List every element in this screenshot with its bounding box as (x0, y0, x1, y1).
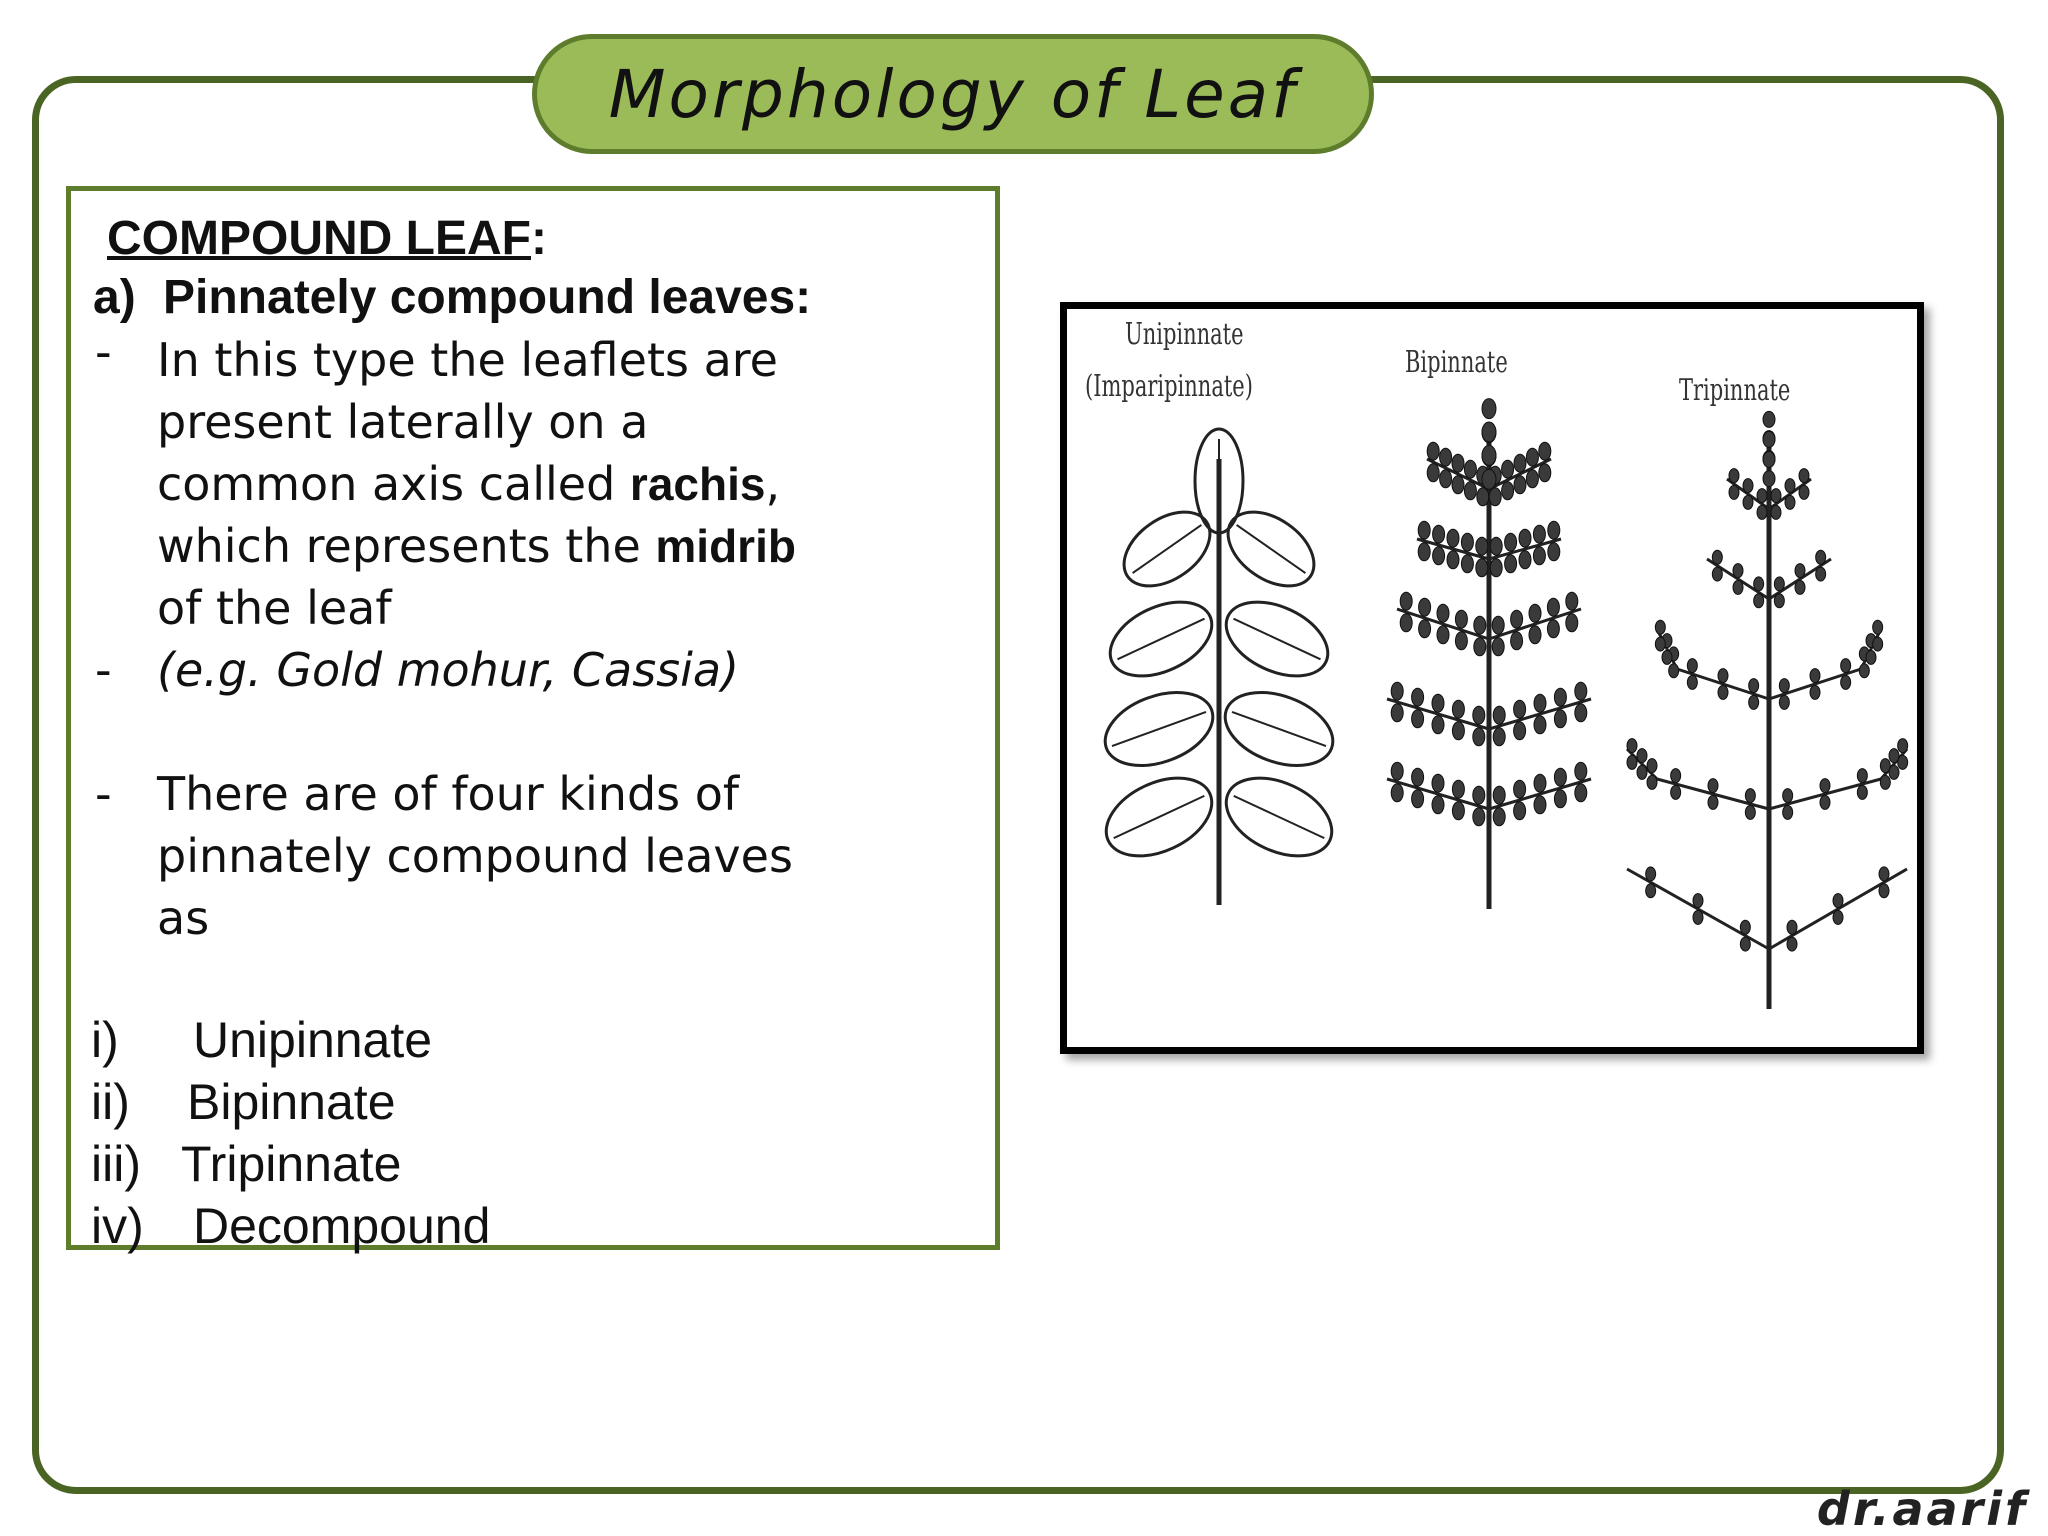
leaflet (1637, 765, 1647, 779)
leaflet (1740, 937, 1750, 951)
para1-line3 (157, 453, 780, 515)
leaflet (1841, 675, 1851, 689)
leaflet (1534, 694, 1546, 712)
leaflet (1889, 765, 1899, 779)
leaflet (1476, 537, 1488, 555)
leaflet (1514, 476, 1526, 494)
bullet-dash-2: - (95, 643, 112, 697)
leaflet (1461, 533, 1473, 551)
leaflet (1671, 785, 1681, 799)
leaflet (1391, 704, 1403, 722)
leaflet (1783, 805, 1793, 819)
leaflet (1412, 768, 1424, 786)
leaflet (1771, 505, 1781, 519)
leaflet (1474, 616, 1486, 634)
pinnate-leaf-drawings (1067, 309, 1917, 1047)
leaflet (1534, 774, 1546, 792)
leaflet (1816, 567, 1826, 581)
leaflet (1740, 920, 1750, 934)
leaflet (1514, 780, 1526, 798)
leaflet (1427, 442, 1439, 460)
leaflet (1493, 808, 1505, 826)
kind-1-label: Unipinnate (193, 1012, 433, 1068)
leaflet (1779, 679, 1789, 693)
leaflet (1733, 564, 1743, 578)
leaflet (1432, 694, 1444, 712)
slide-title: Morphology of Leaf (608, 55, 1298, 133)
leaflet (1400, 614, 1412, 632)
leaflet (1554, 710, 1566, 728)
leaflet (1437, 626, 1449, 644)
kind-3-marker: iii) (91, 1136, 141, 1192)
leaflet (1514, 802, 1526, 820)
leaflet (1757, 505, 1767, 519)
leaflet (1646, 867, 1656, 881)
leaflet (1447, 551, 1459, 569)
leaflet (1511, 632, 1523, 650)
leaflet (1554, 688, 1566, 706)
caption-tripinnate: Tripinnate (1679, 373, 1791, 408)
leaflet (1493, 706, 1505, 724)
unipinnate-leaf-drawing (1094, 429, 1344, 905)
leaflet (1476, 559, 1488, 577)
heading-line (107, 207, 547, 270)
leaflet (1489, 488, 1501, 506)
leaflet (1816, 550, 1826, 564)
leaflet (1857, 769, 1867, 783)
bullet-dash-1: - (95, 325, 112, 379)
leaflet (1514, 700, 1526, 718)
leaflet (1857, 785, 1867, 799)
leaflet (1566, 592, 1578, 610)
leaflet (1533, 525, 1545, 543)
leaflet (1820, 795, 1830, 809)
leaflet (1820, 779, 1830, 793)
leaflet (1880, 775, 1890, 789)
bipinnate-leaf-drawing (1387, 429, 1591, 909)
leaflet (1490, 559, 1502, 577)
leaflet (1554, 768, 1566, 786)
leaflet (1693, 894, 1703, 908)
leaflet (1412, 710, 1424, 728)
para1-line4 (157, 515, 796, 577)
author-footer: dr.aarif (1816, 1482, 2028, 1536)
leaflet (1482, 445, 1496, 465)
para2-line2: pinnately compound leaves (157, 829, 793, 883)
leaflet (1898, 739, 1908, 753)
leaflet (1879, 884, 1889, 898)
leaflet (1418, 521, 1430, 539)
leaflet (1733, 580, 1743, 594)
leaflet (1712, 567, 1722, 581)
leaflet (1447, 529, 1459, 547)
leaflet (1754, 594, 1764, 608)
leaflet (1799, 485, 1809, 499)
caption-unipinnate: Unipinnate (1125, 317, 1244, 352)
leaflet (1671, 769, 1681, 783)
leaflet (1749, 679, 1759, 693)
leaflet (1418, 543, 1430, 561)
leaflet (1646, 884, 1656, 898)
leaflet (1787, 920, 1797, 934)
leaflet (1474, 638, 1486, 656)
leaflet (1575, 682, 1587, 700)
kind-4-label: Decompound (193, 1198, 491, 1254)
leaflet (1655, 637, 1665, 651)
leaflet (1866, 650, 1876, 664)
leaflet (1754, 577, 1764, 591)
leaflet (1437, 604, 1449, 622)
leaflet (1452, 700, 1464, 718)
leaflet (1669, 664, 1679, 678)
leaflet (1519, 529, 1531, 547)
title-banner (532, 34, 1374, 154)
leaflet (1745, 805, 1755, 819)
leaflet (1492, 616, 1504, 634)
leaflet (1473, 728, 1485, 746)
leaflet (1774, 577, 1784, 591)
leaflet (1433, 525, 1445, 543)
leaflet (1505, 533, 1517, 551)
leaflet (1539, 464, 1551, 482)
midrib-term: midrib (655, 520, 796, 572)
leaflet (1519, 551, 1531, 569)
kind-1-marker: i) (91, 1012, 119, 1068)
leaflet (1729, 469, 1739, 483)
example-line: (e.g. Gold mohur, Cassia) (157, 643, 740, 697)
leaflet (1526, 448, 1538, 466)
leaflet (1502, 460, 1514, 478)
leaflet (1482, 399, 1496, 419)
leaflet (1432, 716, 1444, 734)
leaflet (1427, 464, 1439, 482)
leaflet (1391, 784, 1403, 802)
leaflet (1482, 469, 1496, 489)
leaflet (1452, 454, 1464, 472)
leaflet (1440, 470, 1452, 488)
leaflet (1575, 784, 1587, 802)
leaflet (1718, 685, 1728, 699)
kind-4-marker: iv) (91, 1198, 144, 1254)
leaflet (1492, 638, 1504, 656)
leaflet (1763, 431, 1775, 447)
leaflet (1440, 448, 1452, 466)
compound-leaf-heading: COMPOUND LEAF (107, 212, 531, 265)
subheading-marker: a) (93, 271, 136, 324)
pinnately-subheading: Pinnately compound leaves: (163, 271, 812, 324)
leaflet (1455, 610, 1467, 628)
kind-2-label: Bipinnate (187, 1074, 396, 1130)
para2-line3: as (157, 891, 210, 945)
leaflet (1771, 489, 1781, 503)
kind-3-label: Tripinnate (181, 1136, 402, 1192)
leaflet (1511, 610, 1523, 628)
leaflet (1687, 659, 1697, 673)
leaflet (1879, 867, 1889, 881)
leaflet (1693, 910, 1703, 924)
leaflet (1473, 706, 1485, 724)
leaf-illustration (1060, 302, 1924, 1054)
leaflet (1419, 620, 1431, 638)
leaflet (1712, 550, 1722, 564)
caption-imparipinnate: (Imparipinnate) (1085, 369, 1253, 404)
leaflet (1473, 808, 1485, 826)
leaflet (1647, 775, 1657, 789)
para1-line2: present laterally on a (157, 395, 649, 449)
leaflet (1785, 495, 1795, 509)
leaflet (1743, 479, 1753, 493)
heading-colon: : (530, 212, 547, 265)
leaflet (1745, 789, 1755, 803)
leaflet (1514, 722, 1526, 740)
leaflet (1547, 620, 1559, 638)
leaflet (1482, 422, 1496, 442)
leaflet (1432, 774, 1444, 792)
leaflet (1708, 779, 1718, 793)
caption-bipinnate: Bipinnate (1405, 345, 1508, 380)
leaflet (1729, 485, 1739, 499)
leaflet (1452, 780, 1464, 798)
leaflet (1662, 650, 1672, 664)
leaflet (1810, 669, 1820, 683)
leaflet (1539, 442, 1551, 460)
leaflet (1493, 786, 1505, 804)
leaflet (1763, 471, 1775, 487)
leaflet (1774, 594, 1784, 608)
leaflet (1575, 704, 1587, 722)
leaflet (1718, 669, 1728, 683)
para1-line3-comma: , (765, 457, 781, 511)
leaflet (1534, 796, 1546, 814)
leaflet (1391, 682, 1403, 700)
leaflet (1529, 604, 1541, 622)
leaflet (1566, 614, 1578, 632)
leaflet (1708, 795, 1718, 809)
leaflet (1400, 592, 1412, 610)
leaflet (1473, 786, 1485, 804)
para1-line4-text: which represents the (157, 519, 656, 573)
tripinnate-leaf-drawing (1627, 439, 1907, 1009)
leaflet (1873, 620, 1883, 634)
leaflet (1502, 482, 1514, 500)
leaflet (1627, 755, 1637, 769)
leaflet (1526, 470, 1538, 488)
leaflet (1464, 460, 1476, 478)
leaflet (1795, 580, 1805, 594)
leaflet (1529, 626, 1541, 644)
leaflet (1547, 598, 1559, 616)
leaflet (1412, 688, 1424, 706)
bullet-dash-3: - (95, 767, 112, 821)
leaflet (1763, 451, 1775, 467)
leaflet (1554, 790, 1566, 808)
leaflet (1637, 749, 1647, 763)
leaflet (1833, 894, 1843, 908)
para1-line1: In this type the leaflets are (157, 333, 778, 387)
leaflet (1455, 632, 1467, 650)
leaflet (1785, 479, 1795, 493)
leaflet (1514, 454, 1526, 472)
leaflet (1787, 937, 1797, 951)
leaflet (1779, 695, 1789, 709)
leaflet (1575, 762, 1587, 780)
leaflet (1655, 620, 1665, 634)
leaflet (1627, 739, 1637, 753)
leaflet (1452, 722, 1464, 740)
content-box (66, 186, 1000, 1254)
leaflet (1833, 910, 1843, 924)
leaflet (1533, 547, 1545, 565)
leaflet (1490, 537, 1502, 555)
para1-line3-text: common axis called (157, 457, 630, 511)
leaflet (1749, 695, 1759, 709)
para2-line1: There are of four kinds of (157, 767, 740, 821)
leaflet (1757, 489, 1767, 503)
para1-line5: of the leaf (157, 581, 392, 635)
kind-2-marker: ii) (91, 1074, 130, 1130)
leaflet (1647, 759, 1657, 773)
leaflet (1534, 716, 1546, 734)
leaflet (1898, 755, 1908, 769)
leaflet (1464, 482, 1476, 500)
rachis-term: rachis (629, 458, 766, 510)
leaflet (1548, 521, 1560, 539)
leaflet (1461, 555, 1473, 573)
leaflet (1452, 802, 1464, 820)
leaflet (1763, 411, 1775, 427)
leaflet (1452, 476, 1464, 494)
leaflet (1783, 789, 1793, 803)
leaflet (1548, 543, 1560, 561)
leaflet (1873, 637, 1883, 651)
leaflet (1799, 469, 1809, 483)
leaflet (1433, 547, 1445, 565)
leaflet (1477, 488, 1489, 506)
leaflet (1743, 495, 1753, 509)
leaflet (1810, 685, 1820, 699)
leaflet (1505, 555, 1517, 573)
leaflet (1412, 790, 1424, 808)
leaflet (1419, 598, 1431, 616)
leaflet (1859, 664, 1869, 678)
leaflet (1493, 728, 1505, 746)
leaflet (1841, 659, 1851, 673)
leaflet (1687, 675, 1697, 689)
leaflet (1391, 762, 1403, 780)
leaflet (1795, 564, 1805, 578)
leaflet (1432, 796, 1444, 814)
